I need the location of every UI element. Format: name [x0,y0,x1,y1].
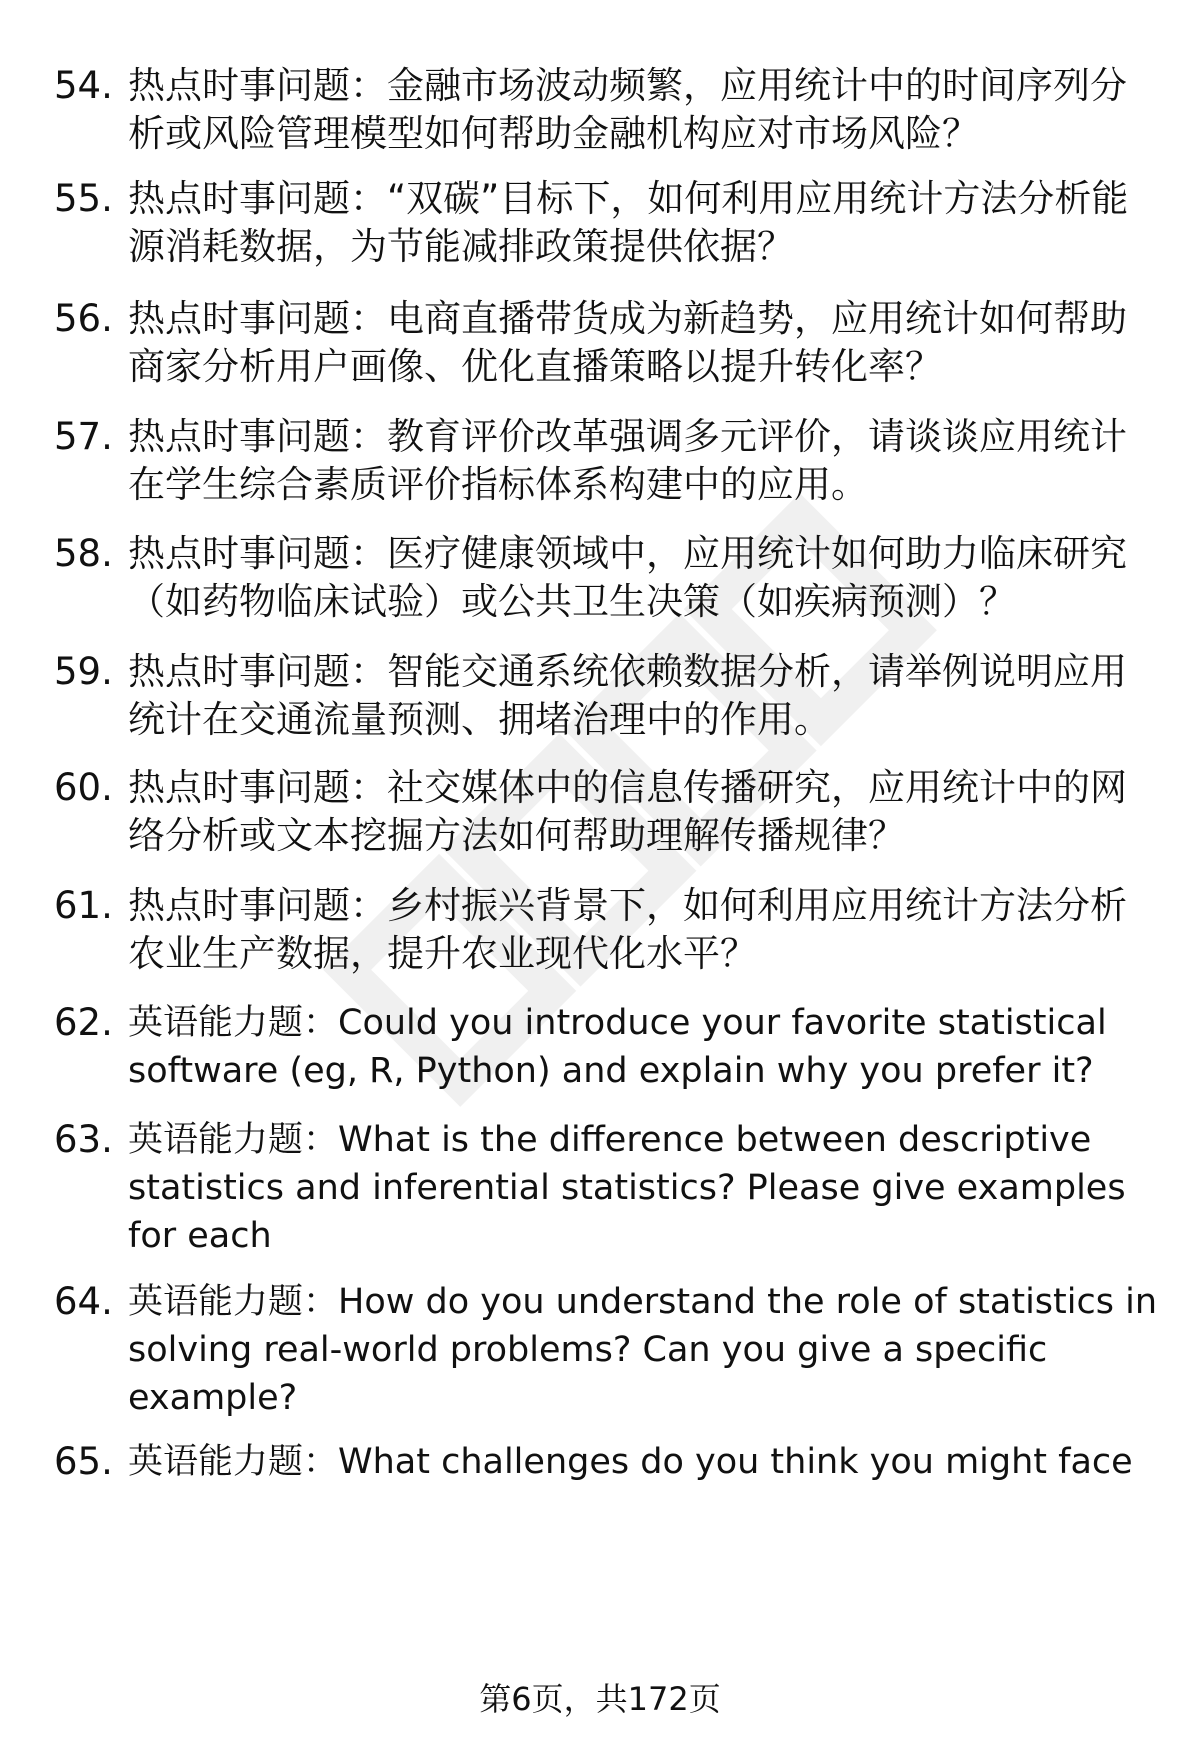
question-text: 热点时事问题：“双碳”目标下，如何利用应用统计方法分析能源消耗数据，为节能减排政策提供依据？ [128,177,1129,268]
question-text: 热点时事问题：社交媒体中的信息传播研究，应用统计中的网络分析或文本挖掘方法如何帮助理解传播规律？ [128,766,1127,857]
page-indicator: 第6页，共172页 [479,1680,721,1718]
question-text: 英语能力题：What challenges do you think you might face [128,1442,1133,1482]
question-number: 57. [54,415,113,458]
question-number: 64. [54,1280,113,1323]
question-number: 59. [54,650,113,693]
question-text: 热点时事问题：智能交通系统依赖数据分析，请举例说明应用统计在交通流量预测、拥堵治理中的作用。 [128,650,1127,741]
question-number: 54. [54,64,113,107]
question-number: 61. [54,884,113,927]
question-text: 英语能力题：What is the difference between descriptive statistics and inferential statistics? Please give examples for each [128,1120,1126,1256]
question-number: 60. [54,766,113,809]
question-number: 55. [54,177,113,220]
question-number: 65. [54,1440,113,1483]
question-number: 63. [54,1118,113,1161]
question-text: 热点时事问题：电商直播带货成为新趋势，应用统计如何帮助商家分析用户画像、优化直播策略以提升转化率？ [128,297,1127,388]
question-text: 英语能力题：How do you understand the role of statistics in solving real-world problems? Can you give a specific example? [128,1282,1157,1418]
question-text: 热点时事问题：教育评价改革强调多元评价，请谈谈应用统计在学生综合素质评价指标体系构建中的应用。 [128,415,1127,506]
question-text: 热点时事问题：医疗健康领域中，应用统计如何助力临床研究（如药物临床试验）或公共卫生决策（如疾病预测）？ [128,532,1127,623]
question-number: 56. [54,297,113,340]
question-text: 英语能力题：Could you introduce your favorite statistical software (eg, R, Python) and explain why you prefer it? [128,1003,1107,1091]
question-text: 热点时事问题：乡村振兴背景下，如何利用应用统计方法分析农业生产数据，提升农业现代化水平？ [128,884,1127,975]
question-number: 58. [54,532,113,575]
question-number: 62. [54,1001,113,1044]
question-text: 热点时事问题：金融市场波动频繁，应用统计中的时间序列分析或风险管理模型如何帮助金融机构应对市场风险？ [128,64,1127,155]
